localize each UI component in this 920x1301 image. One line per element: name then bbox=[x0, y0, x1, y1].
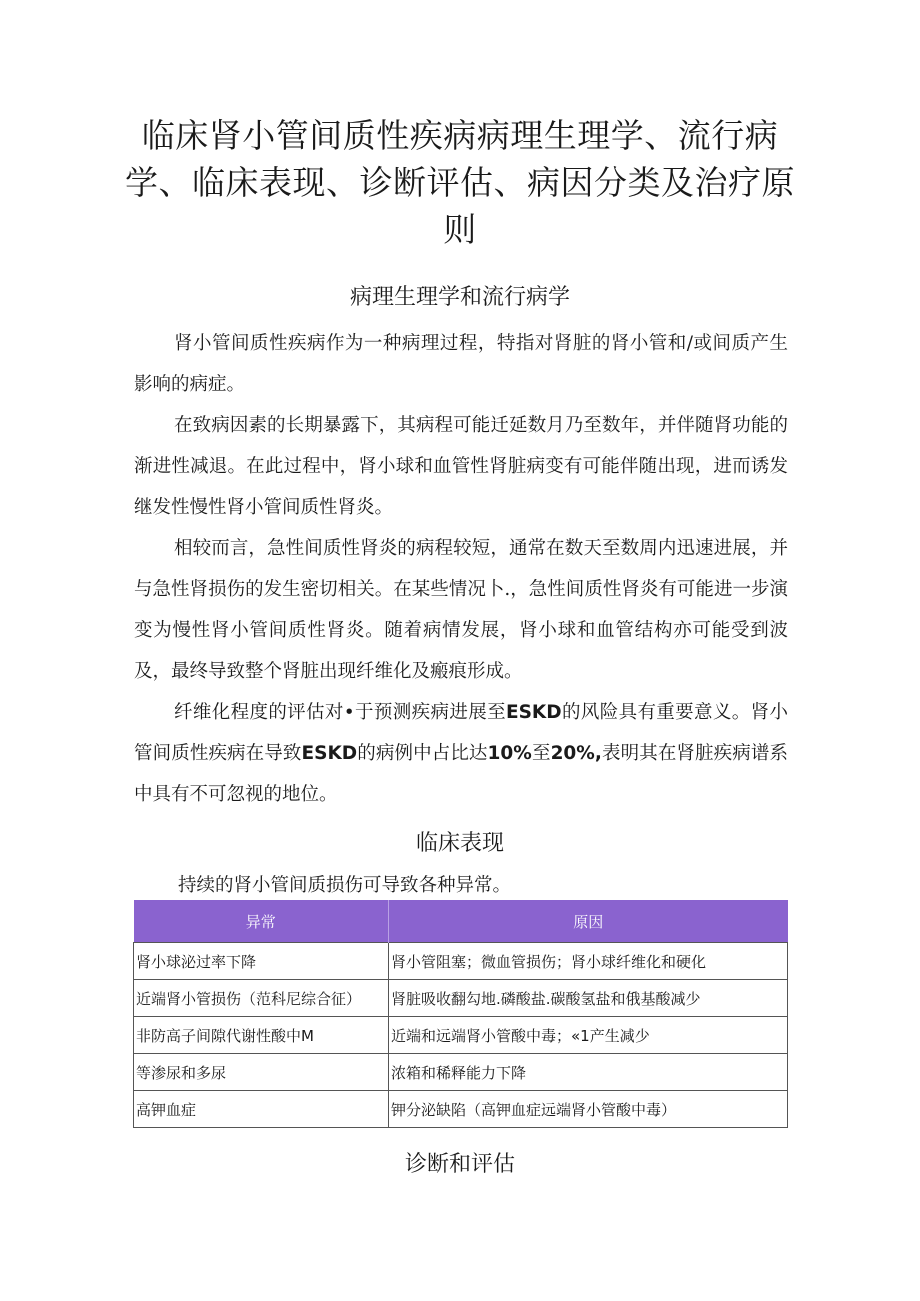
p4-eskd-2: ESKD bbox=[301, 743, 358, 764]
abnormality-table bbox=[133, 900, 788, 1128]
p4-text-2: 的风险具有重要意义。肾小管间质性疾病在导致 bbox=[134, 702, 788, 764]
p4-text-4: 至 bbox=[531, 743, 551, 764]
cell-abnormality: 高钾血症 bbox=[134, 1091, 389, 1128]
cell-abnormality: 非防高子间隙代谢性酸中M bbox=[134, 1017, 389, 1054]
paragraph-1: 肾小管间质性疾病作为一种病理过程，特指对肾脏的肾小管和/或间质产生影响的病症。 bbox=[134, 333, 788, 395]
paragraph-3: 相较而言，急性间质性肾炎的病程较短，通常在数天至数周内迅速进展，并与急性肾损伤的发生密切相关。在某些情况卜.，急性间质性肾炎有可能进一步演变为慢性肾小管间质性肾炎。随着病情发展，肾小球和血管结构亦可能受到波及，最终导致整个肾脏出现纤维化及瘢痕形成。 bbox=[134, 538, 788, 682]
p4-text-5: 表明其在肾脏疾病谱系中具有不可忽视的地位。 bbox=[134, 743, 788, 805]
table-row bbox=[134, 1091, 788, 1128]
p4-percent-20: 20%, bbox=[550, 743, 602, 764]
cell-cause: 肾小管阻塞；微血管损伤；肾小球纤维化和硬化 bbox=[389, 943, 788, 980]
p4-text-1: 纤维化程度的评估对•于预测疾病进展至 bbox=[174, 702, 506, 723]
header-cause: 原因 bbox=[389, 900, 788, 943]
cell-abnormality: 近端肾小管损伤（范科尼综合征） bbox=[134, 980, 389, 1017]
table-row bbox=[134, 943, 788, 980]
section-heading-diagnosis: 诊断和评估 bbox=[404, 1152, 515, 1177]
cell-cause: 钾分泌缺陷（高钾血症远端肾小管酸中毒） bbox=[389, 1091, 788, 1128]
cell-cause: 浓箱和稀释能力下降 bbox=[389, 1054, 788, 1091]
table-header-row bbox=[134, 900, 788, 943]
document-title: 临床肾小管间质性疾病病理生理学、流行病学、临床表现、诊断评估、病因分类及治疗原则 bbox=[125, 116, 795, 249]
p4-text-3: 的病例中占比达 bbox=[357, 743, 488, 764]
table-intro: 持续的肾小管间质损伤可导致各种异常。 bbox=[178, 875, 512, 896]
paragraph-2: 在致病因素的长期暴露下，其病程可能迁延数月乃至数年，并伴随肾功能的渐进性减退。在此过程中，肾小球和血管性肾脏病变有可能伴随出现，进而诱发继发性慢性肾小管间质性肾炎。 bbox=[134, 415, 788, 518]
table-row bbox=[134, 1054, 788, 1091]
cell-cause: 近端和远端肾小管酸中毒；«1产生减少 bbox=[389, 1017, 788, 1054]
paragraph-4 bbox=[134, 692, 788, 815]
section-heading-pathophysiology: 病理生理学和流行病学 bbox=[349, 285, 570, 310]
table-row bbox=[134, 980, 788, 1017]
header-abnormality: 异常 bbox=[134, 900, 389, 943]
cell-cause: 肾脏吸收翻勾地.磷酸盐.碳酸氢盐和俄基酸减少 bbox=[389, 980, 788, 1017]
cell-abnormality: 肾小球泌过率下降 bbox=[134, 943, 389, 980]
p4-percent-10: 10% bbox=[487, 743, 532, 764]
table-row bbox=[134, 1017, 788, 1054]
section-heading-clinical: 临床表现 bbox=[415, 831, 504, 856]
p4-eskd-1: ESKD bbox=[505, 702, 562, 723]
cell-abnormality: 等渗尿和多尿 bbox=[134, 1054, 389, 1091]
